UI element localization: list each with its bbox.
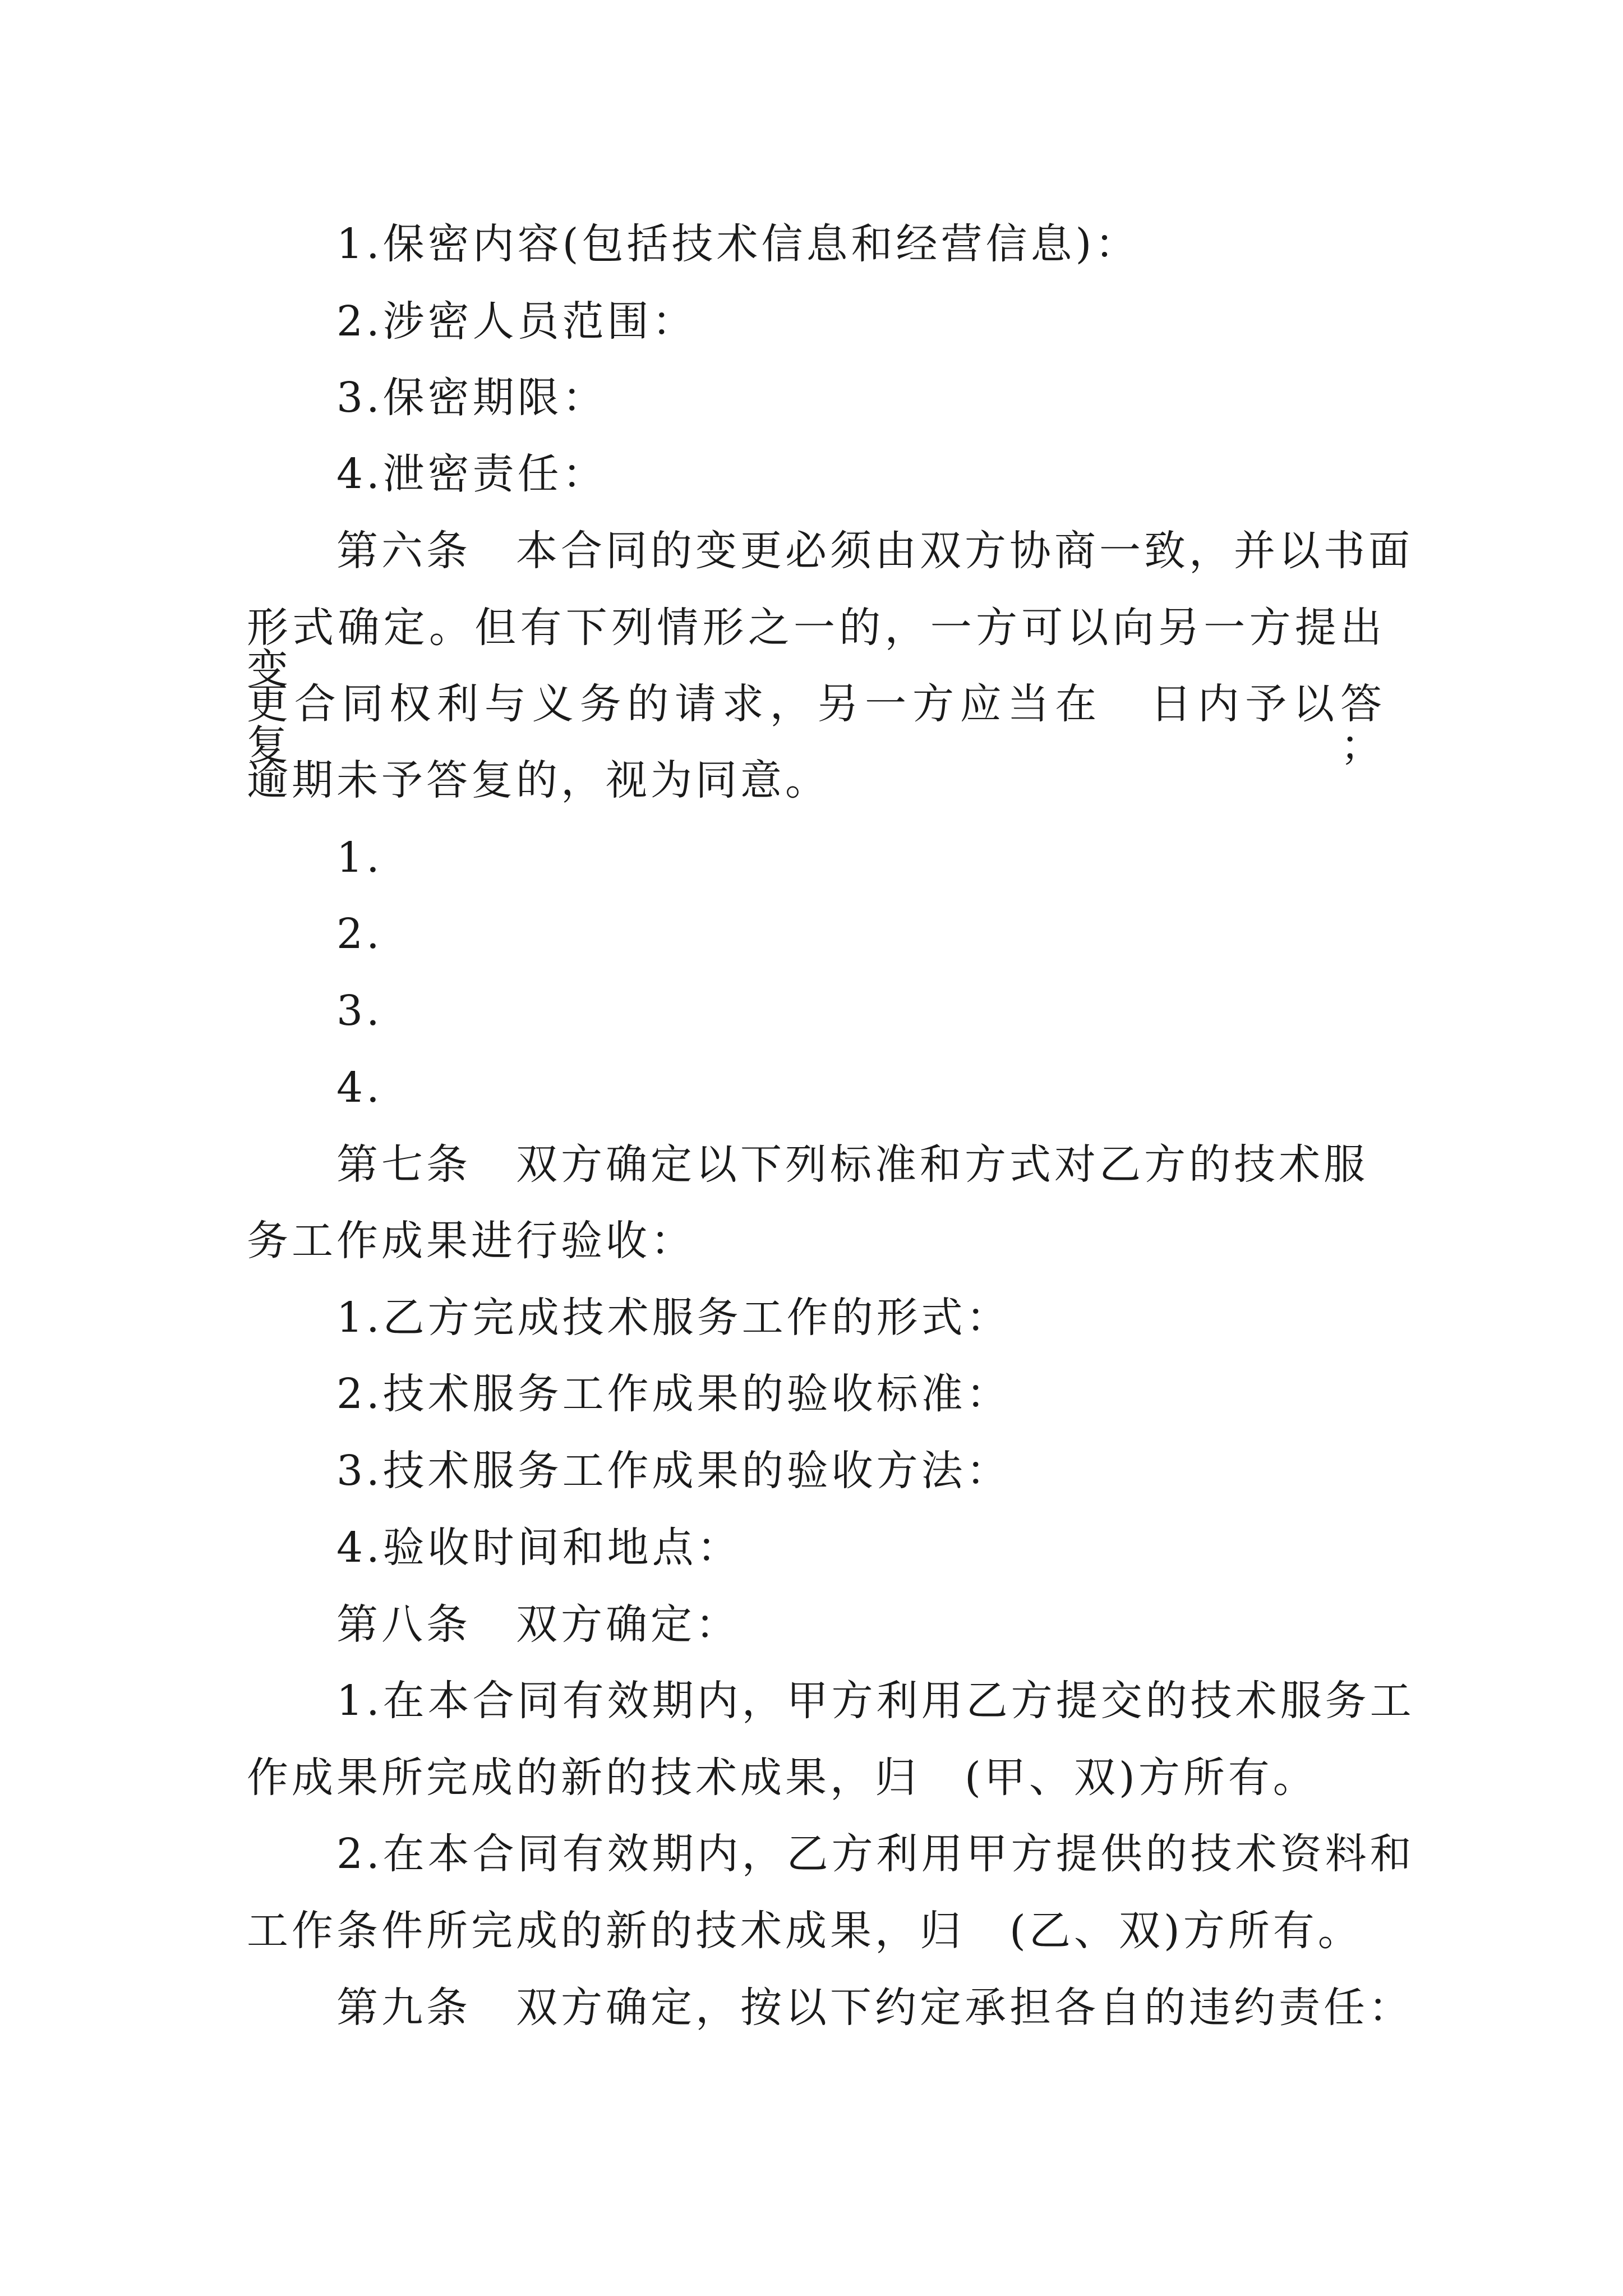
clause-6-item-2: 2. <box>336 910 383 958</box>
clause-7-item-3: 3.技术服务工作成果的验收方法： <box>336 1447 1011 1495</box>
clause-5-item-4: 4.泄密责任： <box>336 450 607 498</box>
clause-6-item-1: 1. <box>336 834 383 882</box>
clause-7-item-1: 1.乙方完成技术服务工作的形式： <box>336 1294 1011 1342</box>
clause-6-text-line-2: 形式确定。但有下列情形之一的，一方可以向另一方提出变 <box>247 604 1385 693</box>
clause-7-item-4: 4.验收时间和地点： <box>336 1524 742 1572</box>
clause-7-heading-line: 第七条 双方确定以下列标准和方式对乙方的技术服 <box>336 1140 1368 1189</box>
clause-8-item-1-line-2: 作成果所完成的新的技术成果，归 (甲、双)方所有。 <box>247 1754 1318 1802</box>
clause-7-text-line-2: 务工作成果进行验收： <box>247 1217 695 1265</box>
clause-6-heading-line: 第六条 本合同的变更必须由双方协商一致，并以书面 <box>336 527 1413 575</box>
clause-6-text-line-4: 逾期未予答复的，视为同意。 <box>247 756 830 804</box>
clause-9-heading: 第九条 双方确定，按以下约定承担各自的违约责任： <box>336 1984 1413 2032</box>
clause-8-item-2-line-1: 2.在本合同有效期内，乙方利用甲方提供的技术资料和 <box>336 1830 1415 1878</box>
clause-5-item-1: 1.保密内容(包括技术信息和经营信息)： <box>336 220 1140 268</box>
clause-6-item-4: 4. <box>336 1064 383 1112</box>
clause-8-item-2-line-2: 工作条件所完成的新的技术成果，归 (乙、双)方所有。 <box>247 1907 1363 1955</box>
clause-8-item-1-line-1: 1.在本合同有效期内，甲方利用乙方提交的技术服务工 <box>336 1677 1415 1725</box>
clause-7-item-2: 2.技术服务工作成果的验收标准： <box>336 1370 1011 1418</box>
clause-8-heading: 第八条 双方确定： <box>336 1600 740 1649</box>
clause-5-item-3: 3.保密期限： <box>336 374 607 422</box>
clause-6-text-line-3: 更合同权利与义务的请求，另一方应当在 日内予以答复； <box>247 680 1385 770</box>
clause-6-item-3: 3. <box>336 987 383 1035</box>
clause-5-item-2: 2.涉密人员范围： <box>336 297 697 346</box>
